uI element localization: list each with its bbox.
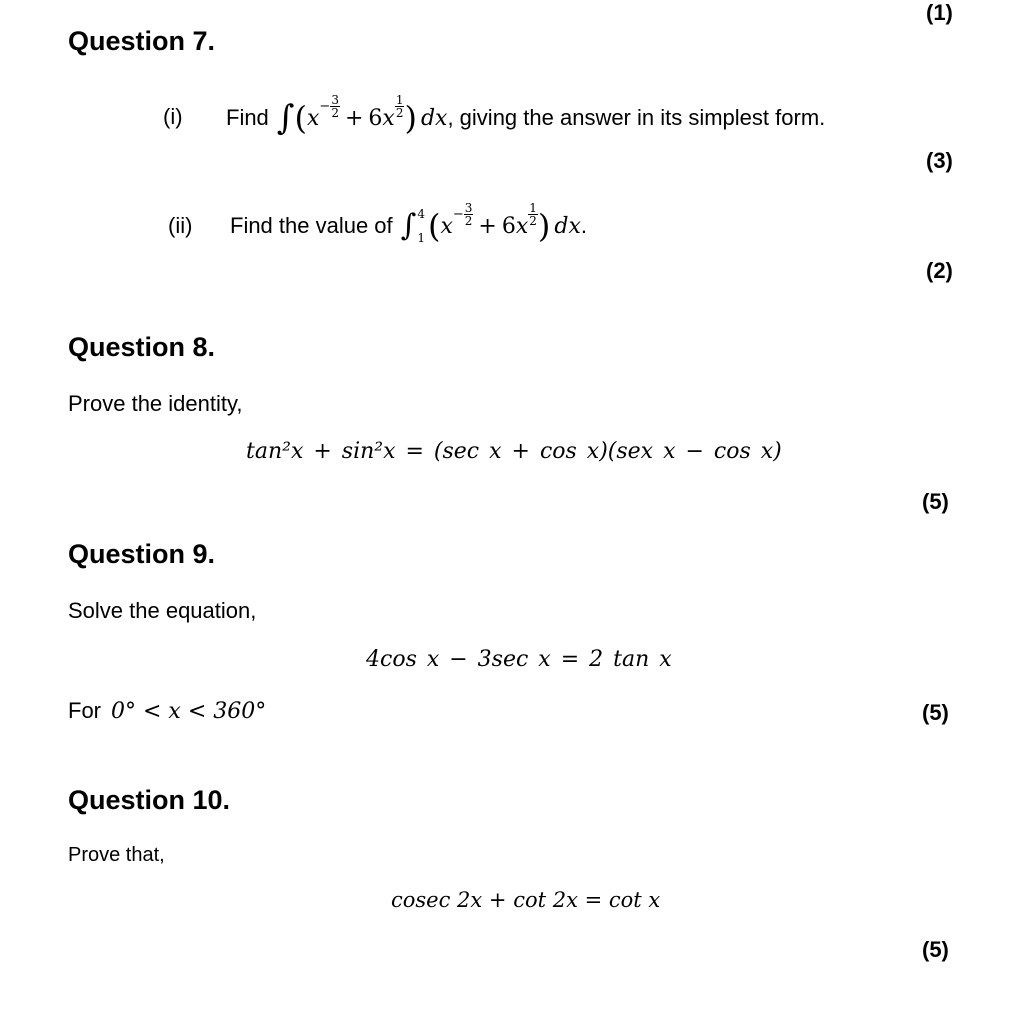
question-9-title: Question 9. (68, 539, 216, 569)
marks-q8: (5) (922, 489, 949, 514)
q8-prompt: Prove the identity, (68, 391, 243, 416)
marks-q10: (5) (922, 937, 949, 962)
q7-part-i-label: (i) (163, 104, 183, 129)
q7-part-i-integral: ∫ ( x − $\frac{3}{2}$ + 6 x $\frac{1}{2}$ ) dx (276, 92, 448, 138)
q7-part-i-find: Find (226, 105, 269, 130)
q7-part-ii-label: (ii) (168, 213, 193, 238)
q10-equation: cosec 2x + cot 2x = cot x (391, 888, 661, 912)
q7-part-ii-integral: ∫ 4 1 ( x − $\frac{3}{2}$ + 6 x $\frac{1}{2}$ ) dx (400, 200, 581, 245)
q7-part-i-line (226, 92, 825, 144)
marks-top: (1) (926, 0, 953, 25)
marks-q7-ii: (2) (926, 258, 953, 283)
q7-part-ii-line (230, 200, 587, 252)
q9-range: 0° < x < 360° (111, 699, 267, 724)
q9-prompt: Solve the equation, (68, 598, 257, 623)
q8-equation: tan²x + sin²x = (sec x + cos x)(sex x − cos x) (246, 439, 782, 464)
marks-q9: (5) (922, 700, 949, 725)
q9-equation: 4cos x − 3sec x = 2 tan x (366, 647, 672, 672)
q9-range-prefix: For (68, 698, 101, 723)
q7-part-ii-find: Find the value of (230, 213, 393, 238)
q7-part-ii-tail: . (580, 213, 588, 238)
question-7-title: Question 7. (68, 26, 216, 56)
q7-part-i-tail: , giving the answer in its simplest form. (447, 105, 826, 130)
q10-prompt: Prove that, (68, 844, 165, 866)
question-8-title: Question 8. (68, 332, 216, 362)
q9-range-line (68, 698, 266, 724)
marks-q7-i: (3) (926, 148, 953, 173)
question-10-title: Question 10. (68, 785, 231, 815)
